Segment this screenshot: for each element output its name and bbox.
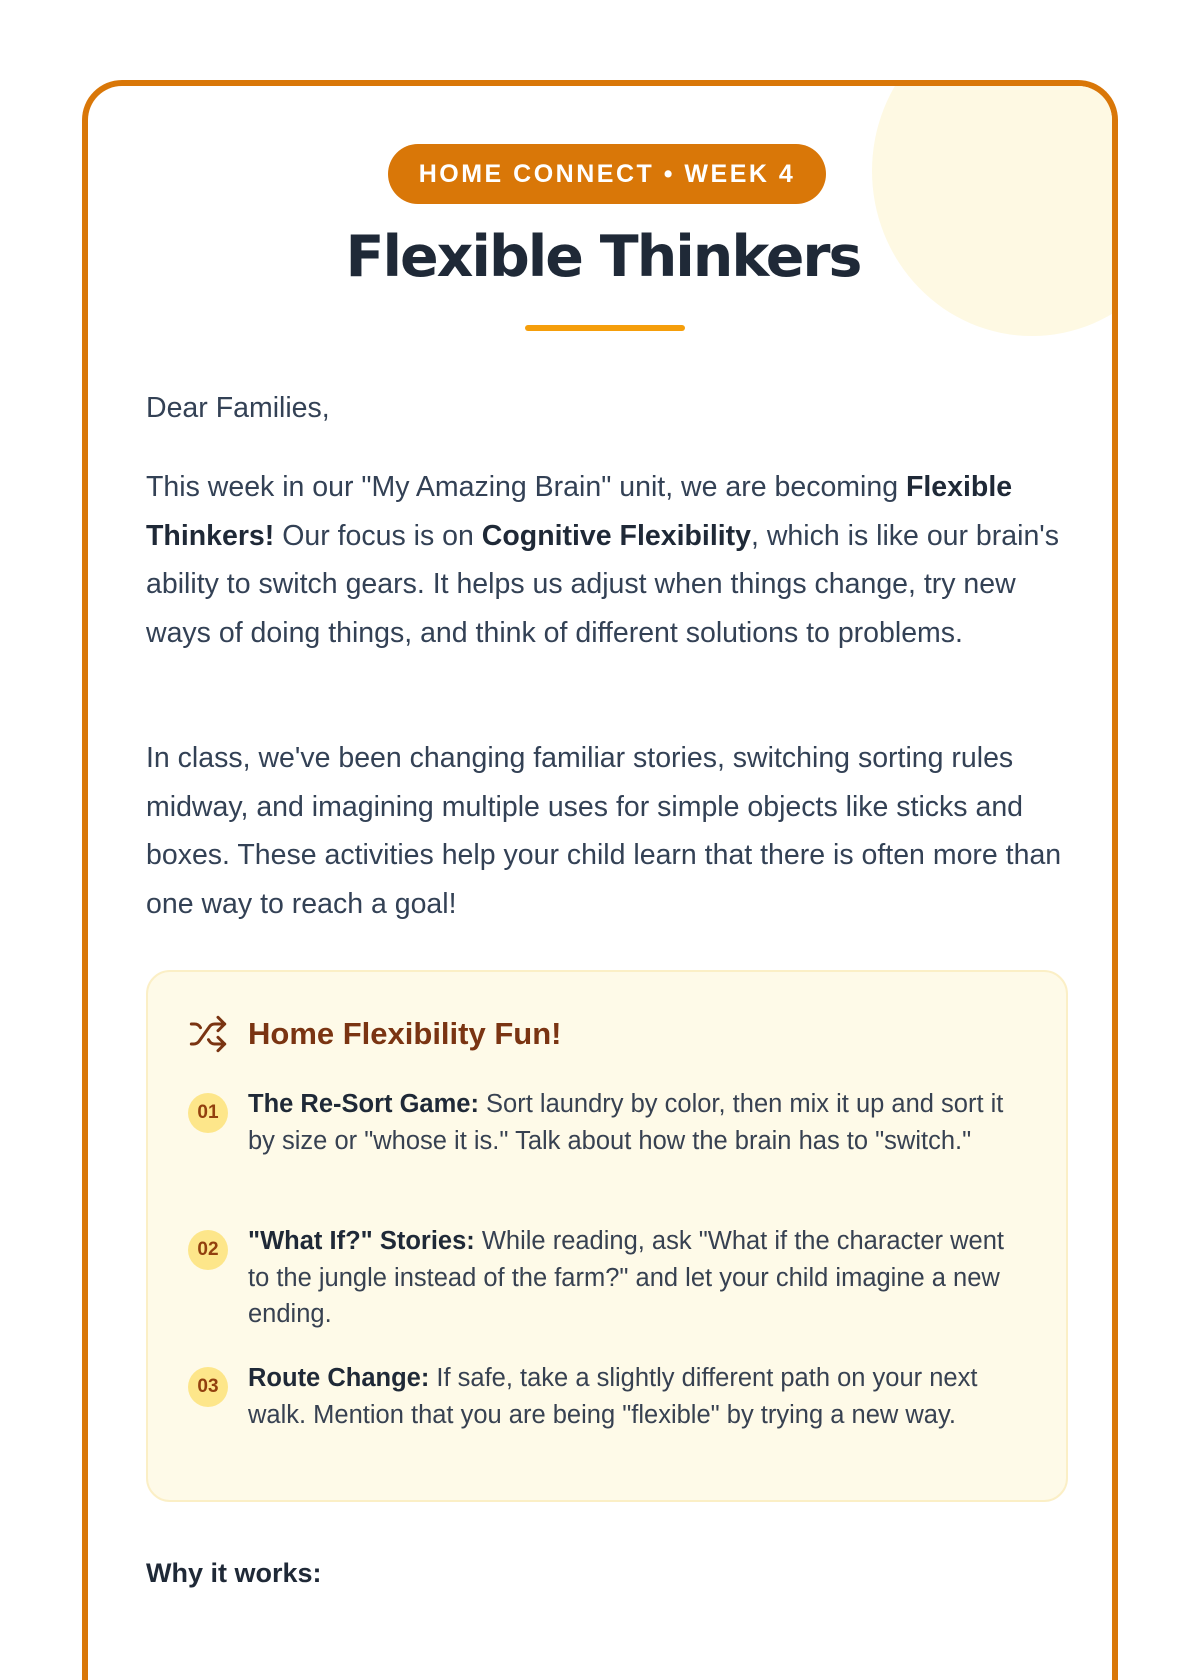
item-bold: Route Change: <box>248 1364 430 1392</box>
week-badge: HOME CONNECT • WEEK 4 <box>388 144 826 204</box>
shuffle-icon <box>188 1014 228 1054</box>
class-text: In class, we've been changing familiar stories, switching sorting rules midway, and imagining multiple uses for simple objects like sticks and boxes. These activities help your child learn that there is often more than one way to reach a goal! <box>146 742 1062 920</box>
activity-item <box>188 1360 1028 1433</box>
decorative-circle <box>872 80 1118 336</box>
intro-bold-1: Flexible Thinkers! <box>146 471 1013 552</box>
item-text <box>248 1086 1028 1159</box>
item-number: 02 <box>188 1230 228 1270</box>
item-number: 03 <box>188 1367 228 1407</box>
item-bold: The Re-Sort Game: <box>248 1090 479 1118</box>
class-paragraph <box>146 734 1076 928</box>
intro-text-3: , which is like our brain's ability to switch gears. It helps us adjust when things change, try new ways of doing things, and think of different solutions to problems. <box>146 519 1059 649</box>
newsletter-card <box>82 80 1118 1680</box>
item-desc: Sort laundry by color, then mix it up and sort it by size or "whose it is." Talk about how the brain has to "switch." <box>248 1090 1004 1155</box>
item-desc: If safe, take a slightly different path on your next walk. Mention that you are being "flexible" by trying a new way. <box>248 1364 978 1429</box>
item-bold: "What If?" Stories: <box>248 1227 475 1255</box>
activity-item <box>188 1223 1028 1333</box>
why-heading: Why it works: <box>146 1558 322 1588</box>
intro-text-2: Our focus is on <box>274 519 482 552</box>
activity-box <box>146 970 1068 1502</box>
activity-item <box>188 1086 1028 1159</box>
activity-header <box>188 1014 561 1054</box>
activity-title: Home Flexibility Fun! <box>248 1016 562 1051</box>
item-number: 01 <box>188 1093 228 1133</box>
item-desc: While reading, ask "What if the character went to the jungle instead of the farm?" and let your child imagine a new ending. <box>248 1227 1004 1328</box>
item-text <box>248 1223 1028 1333</box>
greeting: Dear Families, <box>146 392 330 424</box>
intro-bold-2: Cognitive Flexibility <box>481 519 752 552</box>
intro-text-1: This week in our "My Amazing Brain" unit, we are becoming <box>146 471 906 503</box>
title-underline <box>525 325 685 331</box>
intro-paragraph <box>146 463 1076 657</box>
item-text <box>248 1360 1028 1433</box>
page-title: Flexible Thinkers <box>345 224 861 290</box>
